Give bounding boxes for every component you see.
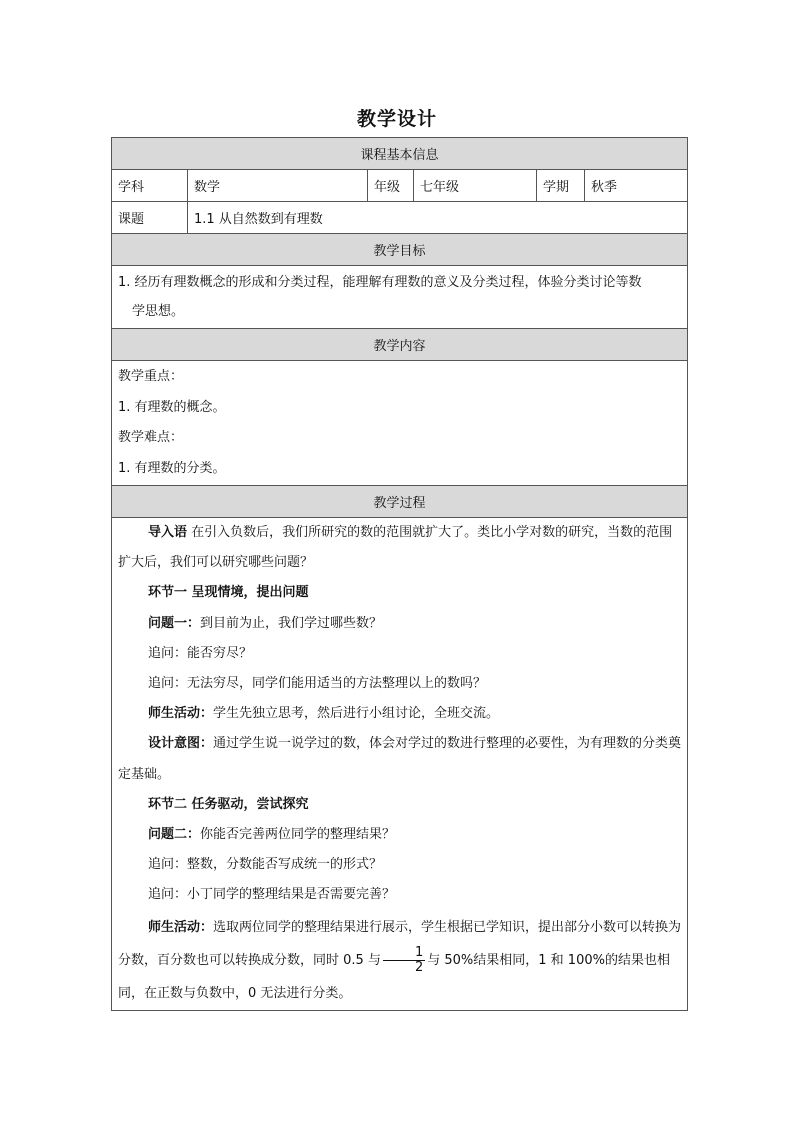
key-points-label: 教学重点： [118, 369, 184, 384]
page-title: 教学设计 [356, 108, 437, 130]
grade-label: 年级 [368, 170, 414, 202]
fraction-one-half [383, 946, 425, 975]
difficult-points-label: 教学难点： [118, 430, 184, 445]
activity-2-text-a: 选取两位同学的整理结果进行展示，学生根据已学知识，提出部分小数可以转换为分数，百分数也可以转换成分数，同时 0.5 与 [118, 919, 682, 968]
question-1 [118, 609, 681, 639]
intro-label: 导入语 [148, 525, 188, 540]
question-2-text: 你能否完善两位同学的整理结果？ [200, 827, 396, 843]
follow-up-3: 追问：整数，分数能否写成统一的形式？ [148, 857, 383, 873]
goal-line-2: 学思想。 [132, 304, 185, 319]
term-value: 秋季 [585, 170, 688, 202]
intro-text: 在引入负数后，我们所研究的数的范围就扩大了。类比小学对数的研究，当数的范围扩大后，我们可以研究哪些问题？ [118, 525, 673, 571]
activity-1 [118, 699, 681, 729]
question-1-text: 到目前为止，我们学过哪些数？ [200, 615, 383, 631]
design-intent-1-text: 通过学生说一说学过的数，体会对学过的数进行整理的必要性，为有理数的分类奠定基础。 [118, 736, 682, 782]
activity-2-label: 师生活动： [148, 919, 214, 935]
section-header-goals: 教学目标 [112, 234, 688, 266]
activity-2-text-b: 与 50%结果相同，1 和 100%的结果也相同，在正数与负数中，0 无法进行分类。 [118, 952, 670, 1001]
section-header-process: 教学过程 [112, 486, 688, 518]
term-label: 学期 [537, 170, 585, 202]
section-header-basic-info: 课程基本信息 [112, 138, 688, 170]
difficult-point-item: 1. 有理数的分类。 [118, 460, 226, 476]
topic-value: 1.1 从自然数到有理数 [188, 202, 688, 234]
lesson-plan-table [111, 137, 688, 1011]
step1-title: 环节一 呈现情境，提出问题 [148, 585, 309, 601]
follow-up-4: 追问：小丁同学的整理结果是否需要完善？ [148, 887, 396, 903]
question-1-label: 问题一： [148, 615, 201, 631]
fraction-denominator: 2 [414, 959, 424, 975]
question-2-label: 问题二： [148, 827, 201, 843]
section-header-content: 教学内容 [112, 329, 688, 361]
subject-label: 学科 [112, 170, 188, 202]
activity-1-text: 学生先独立思考，然后进行小组讨论，全班交流。 [213, 706, 500, 722]
activity-2 [118, 911, 681, 1010]
design-intent-1-label: 设计意图： [148, 736, 214, 752]
goals-cell [112, 266, 688, 329]
step2-title: 环节二 任务驱动，尝试探究 [148, 796, 309, 812]
fraction-numerator: 1 [383, 946, 425, 961]
follow-up-1: 追问：能否穷尽？ [148, 645, 253, 661]
intro-paragraph [118, 518, 681, 578]
goal-line-1: 1. 经历有理数概念的形成和分类过程，能理解有理数的意义及分类过程，体验分类讨论等数 [118, 275, 642, 290]
follow-up-2: 追问：无法穷尽，同学们能用适当的方法整理以上的数吗？ [148, 676, 487, 692]
activity-1-label: 师生活动： [148, 706, 214, 722]
subject-value: 数学 [188, 170, 368, 202]
content-cell [112, 361, 688, 486]
process-cell [112, 518, 688, 1011]
question-2 [118, 820, 681, 850]
design-intent-1 [118, 729, 681, 789]
grade-value: 七年级 [414, 170, 537, 202]
key-point-item: 1. 有理数的概念。 [118, 399, 226, 415]
topic-label: 课题 [112, 202, 188, 234]
